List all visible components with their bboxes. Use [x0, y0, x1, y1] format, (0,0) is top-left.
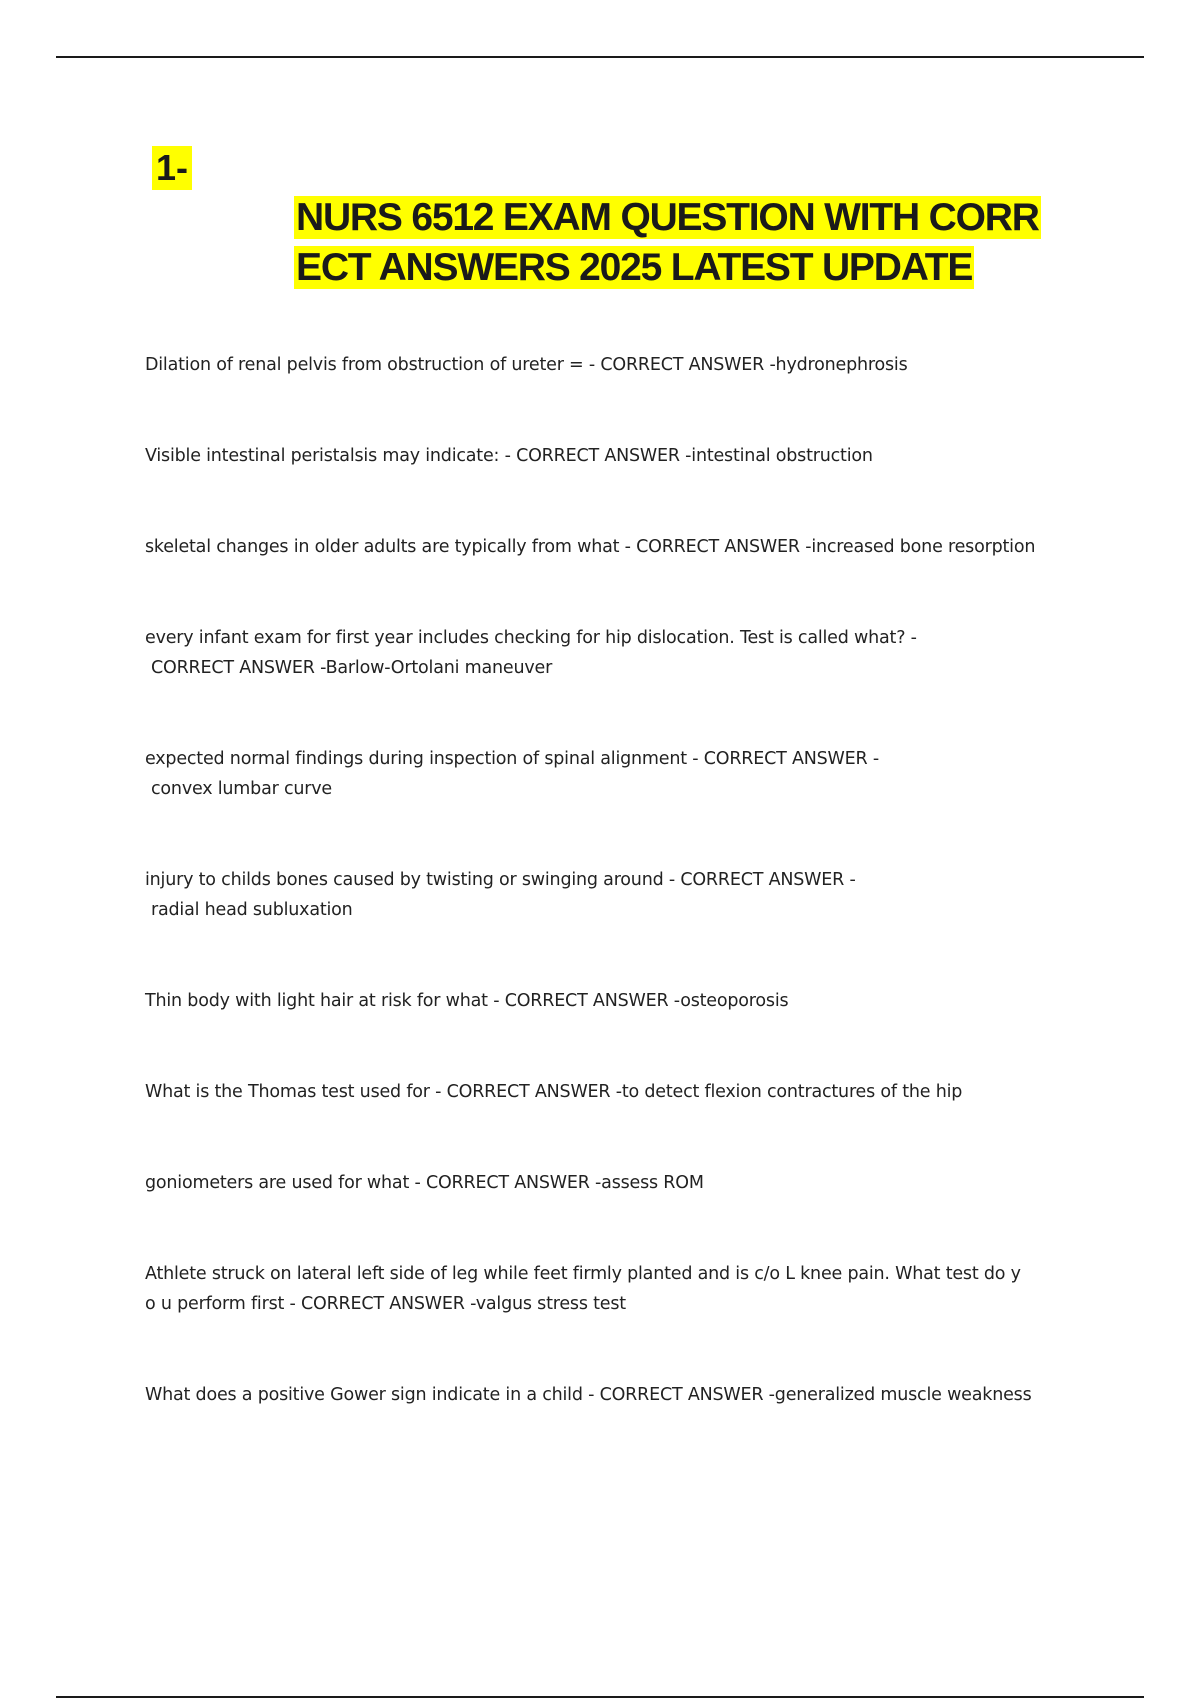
- qa-answer-continuation: CORRECT ANSWER -Barlow-Ortolani maneuver: [151, 658, 553, 678]
- qa-item: [145, 865, 1095, 925]
- qa-text: every infant exam for first year includes checking for hip dislocation. Test is called what? -: [145, 628, 917, 648]
- qa-text: What is the Thomas test used for - CORRECT ANSWER -to detect flexion contractures of the hip: [145, 1082, 963, 1102]
- qa-text: Athlete struck on lateral left side of leg while feet firmly planted and is c/o L knee pain. What test do y: [145, 1264, 1021, 1284]
- qa-list: [145, 350, 1095, 1471]
- bottom-rule: [56, 1696, 1144, 1698]
- qa-text: skeletal changes in older adults are typically from what - CORRECT ANSWER -increased bone resorption: [145, 537, 1036, 557]
- qa-item: [145, 441, 1095, 471]
- title-line-1: NURS 6512 EXAM QUESTION WITH CORR: [296, 196, 1039, 239]
- qa-text: injury to childs bones caused by twisting or swinging around - CORRECT ANSWER -: [145, 870, 856, 890]
- qa-item: [145, 1168, 1095, 1198]
- qa-text: Dilation of renal pelvis from obstruction of ureter = - CORRECT ANSWER -hydronephrosis: [145, 355, 908, 375]
- qa-item: [145, 986, 1095, 1016]
- document-title: [294, 193, 1084, 293]
- qa-item: [145, 623, 1095, 683]
- qa-item: [145, 1077, 1095, 1107]
- qa-text: What does a positive Gower sign indicate in a child - CORRECT ANSWER -generalized muscle weakness: [145, 1385, 1032, 1405]
- qa-text: Thin body with light hair at risk for what - CORRECT ANSWER -osteoporosis: [145, 991, 789, 1011]
- qa-item: [145, 350, 1095, 380]
- title-line-2: ECT ANSWERS 2025 LATEST UPDATE: [296, 246, 973, 289]
- qa-text: Visible intestinal peristalsis may indicate: - CORRECT ANSWER -intestinal obstruction: [145, 446, 873, 466]
- qa-answer-continuation: o u perform first - CORRECT ANSWER -valgus stress test: [145, 1294, 626, 1314]
- qa-item: [145, 532, 1095, 562]
- qa-answer-continuation: radial head subluxation: [151, 900, 353, 920]
- qa-item: [145, 744, 1095, 804]
- qa-item: [145, 1259, 1095, 1319]
- qa-text: expected normal findings during inspection of spinal alignment - CORRECT ANSWER -: [145, 749, 879, 769]
- qa-text: goniometers are used for what - CORRECT ANSWER -assess ROM: [145, 1173, 704, 1193]
- top-rule: [56, 56, 1144, 58]
- page-number: 1-: [152, 146, 192, 190]
- qa-item: [145, 1380, 1095, 1410]
- qa-answer-continuation: convex lumbar curve: [151, 779, 332, 799]
